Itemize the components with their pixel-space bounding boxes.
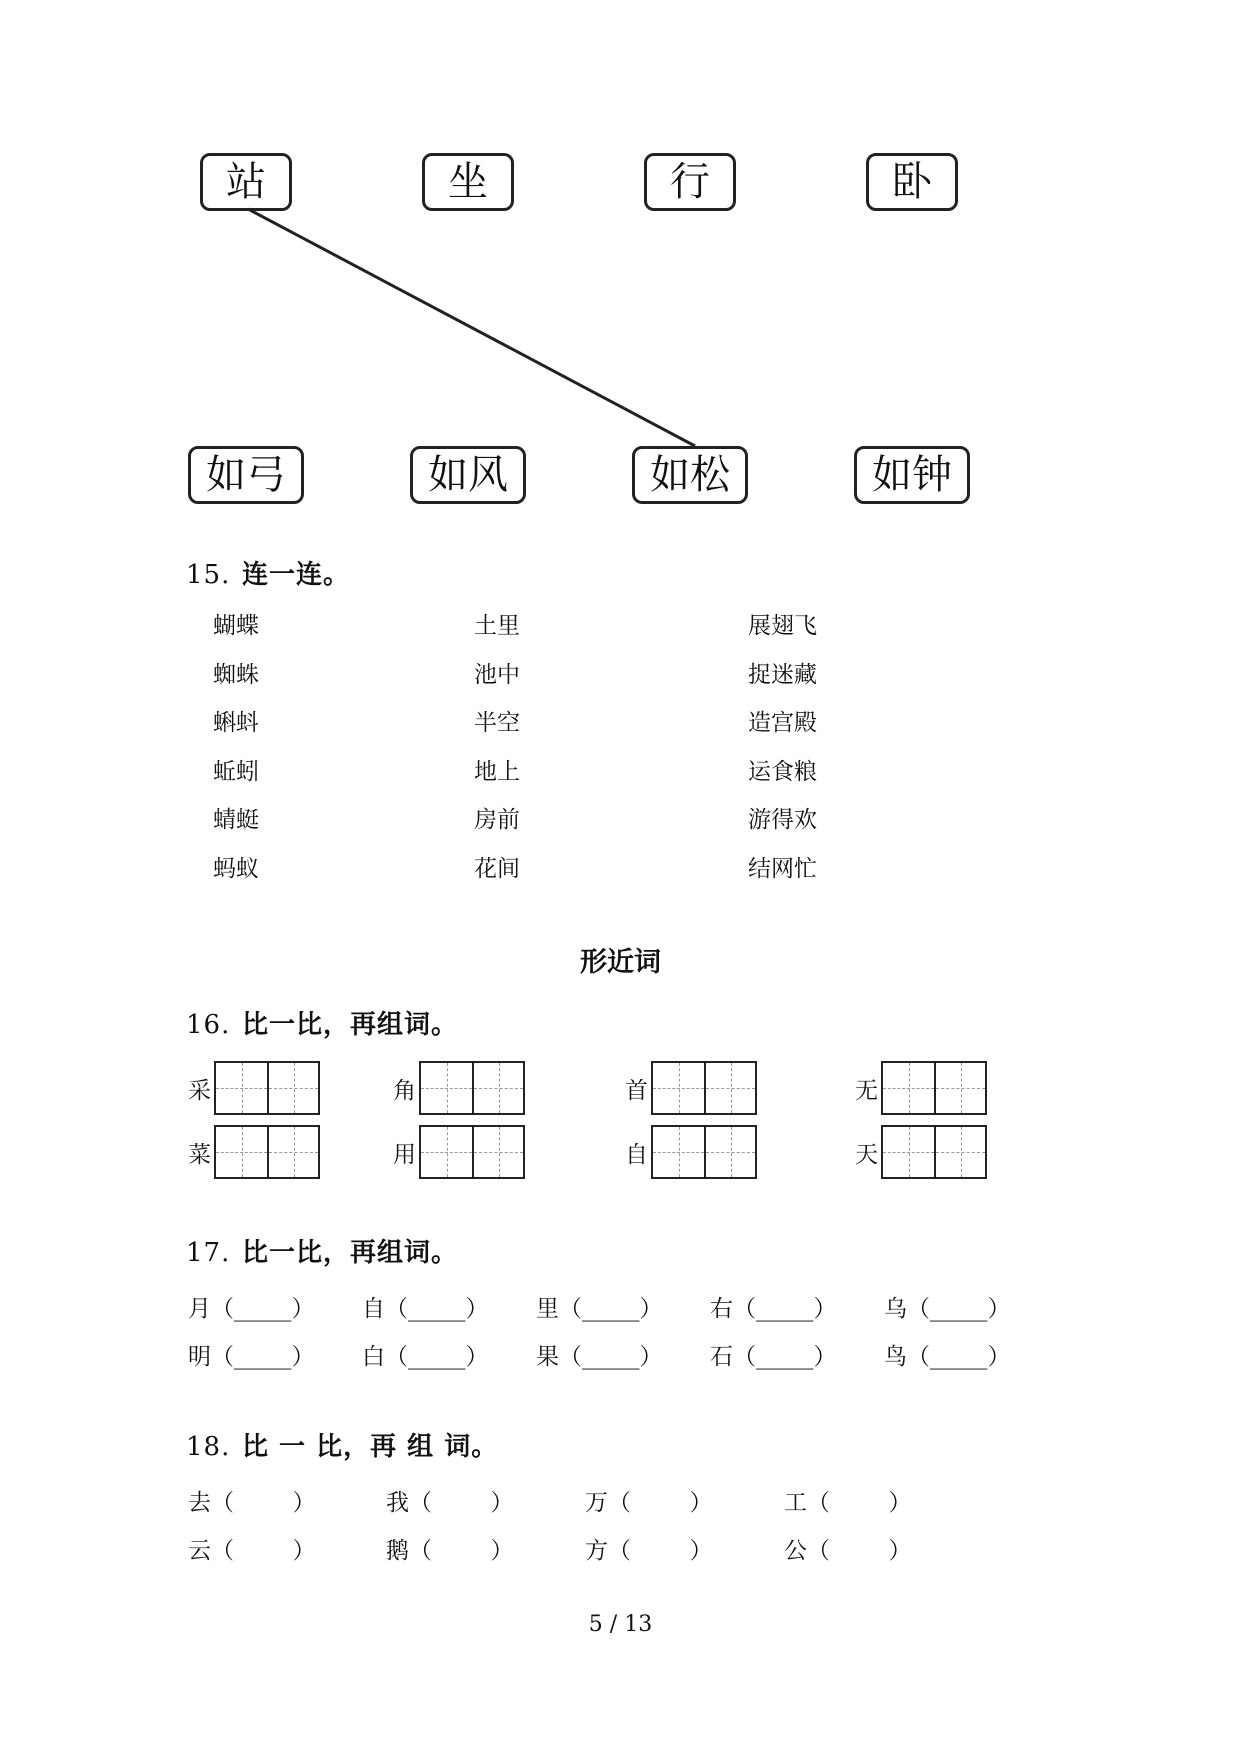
q18-number: 18. [186,1432,231,1462]
q17-blank[interactable]: 乌（_____） [884,1296,1011,1322]
q15-animal-column [213,602,259,893]
match-top-box-2[interactable] [422,153,514,211]
q16-item [188,1125,320,1179]
q16-item [625,1125,757,1179]
q16-item [625,1061,757,1115]
q18-title [186,1426,498,1463]
q16-char: 自 [625,1141,648,1168]
q17-blank[interactable]: 月（_____） [188,1296,315,1322]
q17-blank[interactable]: 石（_____） [710,1344,837,1370]
q17-blank[interactable]: 里（_____） [536,1296,663,1322]
q15-place-column [474,602,520,893]
list-item[interactable]: 半空 [474,710,520,736]
q16-title [186,1004,458,1041]
list-item[interactable]: 造宫殿 [748,710,817,736]
list-item[interactable]: 捉迷藏 [748,661,817,688]
tianzige-grid[interactable] [651,1125,757,1179]
match-bottom-label: 如钟 [872,452,952,498]
q18-blank[interactable]: 鹅（ ） [386,1538,514,1564]
q15-title [186,554,350,591]
page-number: 5 / 13 [588,1612,653,1637]
q15-text: 连一连。 [242,560,351,590]
list-item[interactable]: 池中 [474,661,520,688]
list-item[interactable]: 蚯蚓 [213,758,259,785]
match-line-zhan-rusong [248,209,695,446]
q17-blank[interactable]: 明（_____） [188,1344,315,1370]
q17-title [186,1232,458,1269]
tianzige-grid[interactable] [214,1061,320,1115]
q18-text: 比 一 比，再 组 词。 [242,1432,499,1462]
match-top-box-4[interactable] [866,153,958,211]
q16-item [393,1061,525,1115]
q16-number: 16. [186,1010,231,1040]
list-item[interactable]: 运食粮 [748,758,817,785]
tianzige-grid[interactable] [881,1061,987,1115]
list-item[interactable]: 蜘蛛 [213,661,259,688]
match-top-box-3[interactable] [644,153,736,211]
q17-blank[interactable]: 右（_____） [710,1296,837,1322]
q18-blank[interactable]: 方（ ） [585,1538,713,1564]
match-top-label: 坐 [448,159,488,205]
match-bottom-label: 如松 [650,452,730,498]
list-item[interactable]: 蝴蝶 [213,613,259,639]
tianzige-grid[interactable] [419,1061,525,1115]
q16-item [855,1061,987,1115]
match-top-label: 卧 [892,159,932,205]
list-item[interactable]: 蜻蜓 [213,807,259,833]
q16-char: 首 [625,1077,648,1104]
match-bottom-box-3[interactable] [632,446,748,504]
match-top-label: 行 [670,159,710,205]
q17-blank[interactable]: 鸟（_____） [884,1344,1011,1370]
q16-char: 用 [393,1141,416,1168]
q16-char: 采 [188,1077,211,1104]
list-item[interactable]: 蚂蚁 [213,855,259,882]
q17-text: 比一比，再组词。 [242,1238,459,1268]
tianzige-grid[interactable] [651,1061,757,1115]
list-item[interactable]: 花间 [474,855,520,882]
list-item[interactable]: 蝌蚪 [213,710,259,736]
tianzige-grid[interactable] [881,1125,987,1179]
list-item[interactable]: 房前 [474,807,520,833]
q16-item [393,1125,525,1179]
match-top-box-1[interactable] [200,153,292,211]
section-title: 形近词 [580,947,661,978]
q16-char: 角 [393,1077,416,1104]
q17-blank[interactable]: 果（_____） [536,1344,663,1370]
q17-number: 17. [186,1238,231,1268]
q17-blank[interactable]: 白（_____） [362,1344,489,1370]
match-bottom-box-1[interactable] [188,446,304,504]
q18-blank[interactable]: 工（ ） [784,1490,912,1516]
match-bottom-box-2[interactable] [410,446,526,504]
q18-blank[interactable]: 万（ ） [585,1490,713,1516]
q17-blank[interactable]: 自（_____） [362,1296,489,1322]
list-item[interactable]: 地上 [474,758,520,785]
q18-blank[interactable]: 云（ ） [188,1538,316,1564]
match-top-label: 站 [226,159,266,205]
q16-item [188,1061,320,1115]
q15-number: 15. [186,560,231,590]
q18-blank[interactable]: 我（ ） [386,1490,514,1516]
q16-text: 比一比，再组词。 [242,1010,459,1040]
match-bottom-label: 如弓 [206,452,286,498]
list-item[interactable]: 游得欢 [748,807,817,833]
match-bottom-box-4[interactable] [854,446,970,504]
q18-blank[interactable]: 公（ ） [784,1538,912,1564]
list-item[interactable]: 展翅飞 [748,613,817,639]
q16-char: 天 [855,1141,878,1168]
q16-item [855,1125,987,1179]
list-item[interactable]: 结网忙 [748,855,817,882]
q16-char: 菜 [188,1141,211,1168]
q15-action-column [748,602,817,893]
match-bottom-label: 如风 [428,452,508,498]
q18-blank[interactable]: 去（ ） [188,1490,316,1516]
tianzige-grid[interactable] [419,1125,525,1179]
tianzige-grid[interactable] [214,1125,320,1179]
list-item[interactable]: 土里 [474,613,520,639]
q16-char: 无 [855,1077,878,1104]
